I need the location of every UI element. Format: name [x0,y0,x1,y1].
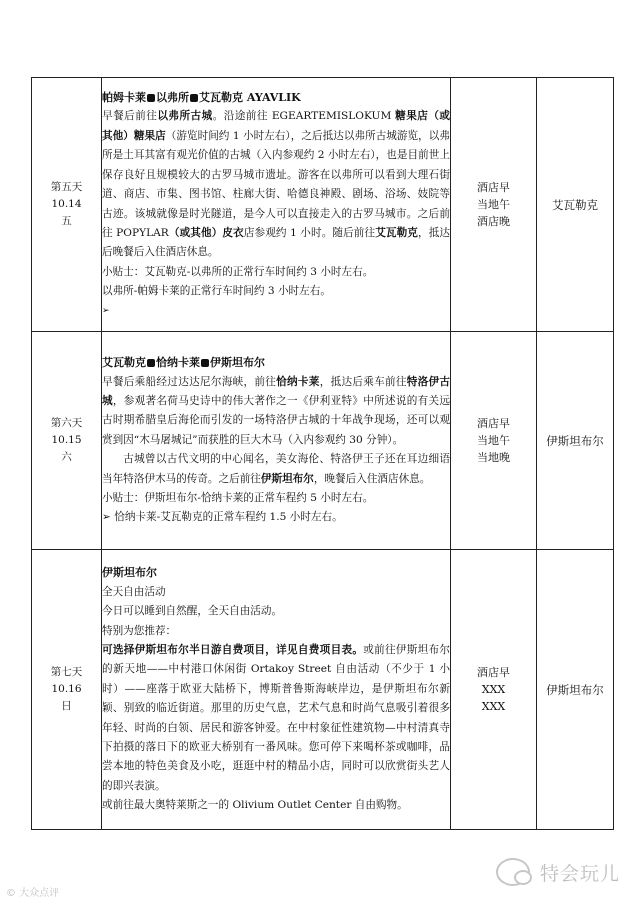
meal-lunch: XXX [481,683,506,696]
text-line: 全天自由活动 [102,585,166,598]
hotel-cell: 伊斯坦布尔 [537,332,614,550]
day-cell [32,550,102,830]
day-date: 10.15 [51,434,82,446]
meal-dinner: XXX [481,700,506,713]
hotel-cell: 艾瓦勒克 [537,78,614,332]
tip-line: 小贴士：伊斯坦布尔-恰纳卡莱的正常车程约 5 小时左右。 [102,492,374,505]
itinerary-row-day7 [32,550,614,830]
source-watermark: © 大众点评 [6,888,60,899]
watermark-text: 特会玩儿 [539,862,620,885]
bus-icon [190,94,198,102]
route-title: 帕姆卡莱 以弗所 艾瓦勒克 AYAVLIK [102,91,301,105]
day-label: 第六天 [50,417,83,429]
route-title: 艾瓦勒克 恰纳卡莱 伊斯坦布尔 [102,356,265,370]
text-line: 或前往最大奥特莱斯之一的 Olivium Outlet Center 自由购物。 [102,799,408,812]
description-paragraph: 古城曾以古代文明的中心闻名，美女海伦、特洛伊王子还在耳边细语当年特洛伊木马的传奇。之后前往伊斯坦布尔，晚餐后入住酒店休息。 [102,453,450,485]
meal-lunch: 当地午 [477,434,510,447]
wechat-watermark [496,858,620,886]
tip-line: 以弗所-帕姆卡莱的正常行车时间约 3 小时左右。 [102,285,331,298]
description-cell [102,78,451,332]
day-label: 第七天 [50,666,83,678]
meal-dinner: 酒店晚 [477,215,510,228]
description-paragraph: 早餐后乘船经过达达尼尔海峡，前往恰纳卡莱，抵达后乘车前往特洛伊古城，参观著名荷马史诗中的伟大著作之一《伊利亚特》中所述说的有关远古时期希腊皇后海伦而引发的一场特洛伊古城的十年战争现场，还可以观赏到因“木马屠城记”而获胜的巨大木马（入内参观约 30 分钟）。 [102,375,451,446]
itinerary-row-day5 [32,78,614,332]
meals-cell [451,78,537,332]
day-date: 10.14 [51,198,82,210]
itinerary-table [31,77,614,830]
bus-icon [147,359,155,367]
day-date: 10.16 [51,683,82,695]
bullet-arrow-icon: ➢ [102,305,110,316]
text-line: 特别为您推荐： [102,624,177,637]
meal-dinner: 当地晚 [477,451,510,464]
meals-cell [451,332,537,550]
text-line: 今日可以睡到自然醒，全天自由活动。 [102,605,283,618]
meal-breakfast: 酒店早 [477,417,510,430]
description-cell [102,332,451,550]
day-weekday: 日 [61,700,72,712]
meal-breakfast: 酒店早 [477,181,510,194]
meal-breakfast: 酒店早 [477,666,510,679]
description-cell [102,550,451,830]
bus-icon [201,359,209,367]
tip-line: ➢ 恰纳卡莱-艾瓦勒克的正常车程约 1.5 小时左右。 [102,511,343,524]
day-cell [32,332,102,550]
day-cell [32,78,102,332]
meals-cell [451,550,537,830]
description-paragraph: 可选择伊斯坦布尔半日游自费项目，详见自费项目表。或前往伊斯坦布尔的新天地——中村港口休闲街 Ortakoy Street 自由活动（不少于 1 小时）——座落于欧亚大陆桥下，博斯普鲁斯海峡岸边，是伊斯坦布尔新颖、别致的临近街道。那里的历史气息，艺术气息和时尚气息吸引着很多年轻、时尚的白领、居民和游客钟爱。在中村象征性建筑物—中村清真寺下拍摄的落日下的欧亚大桥别有一番风味。您可停下来喝杯茶或咖啡，品尝本地的特色美食及小吃，逛逛中村的精品小店，同时可以欣赏街头艺人的即兴表演。 [102,643,451,792]
meal-lunch: 当地午 [477,198,510,211]
day-weekday: 五 [61,215,72,227]
wechat-logo-icon [496,858,530,886]
route-title: 伊斯坦布尔 [102,566,157,580]
description-paragraph: 早餐后前往以弗所古城。沿途前往 EGEARTEMISLOKUM 糖果店（或其他）糖果店（游览时间约 1 小时左右），之后抵达以弗所古城游览，以弗所是土耳其富有观光价值的古城（入内参观约 2 小时左右），也是目前世上保存良好且规模较大的古罗马城市遗址。游客在以弗所可以看到大理石街道、商店、市集、图书馆、柱廊大街、哈德良神殿、剧场、浴场、妓院等古迹。该城就像是时光隧道，是今人可以直接走入的古罗马城市。之后前往 POPYLAR（或其他）皮衣店参观约 1 小时。随后前往艾瓦勒克，抵达后晚餐后入住酒店休息。 [102,110,451,259]
day-label: 第五天 [50,181,83,193]
tip-line: 小贴士：艾瓦勒克-以弗所的正常行车时间约 3 小时左右。 [102,265,374,278]
bus-icon [147,94,155,102]
day-weekday: 六 [61,451,72,463]
itinerary-row-day6 [32,332,614,550]
hotel-cell: 伊斯坦布尔 [537,550,614,830]
